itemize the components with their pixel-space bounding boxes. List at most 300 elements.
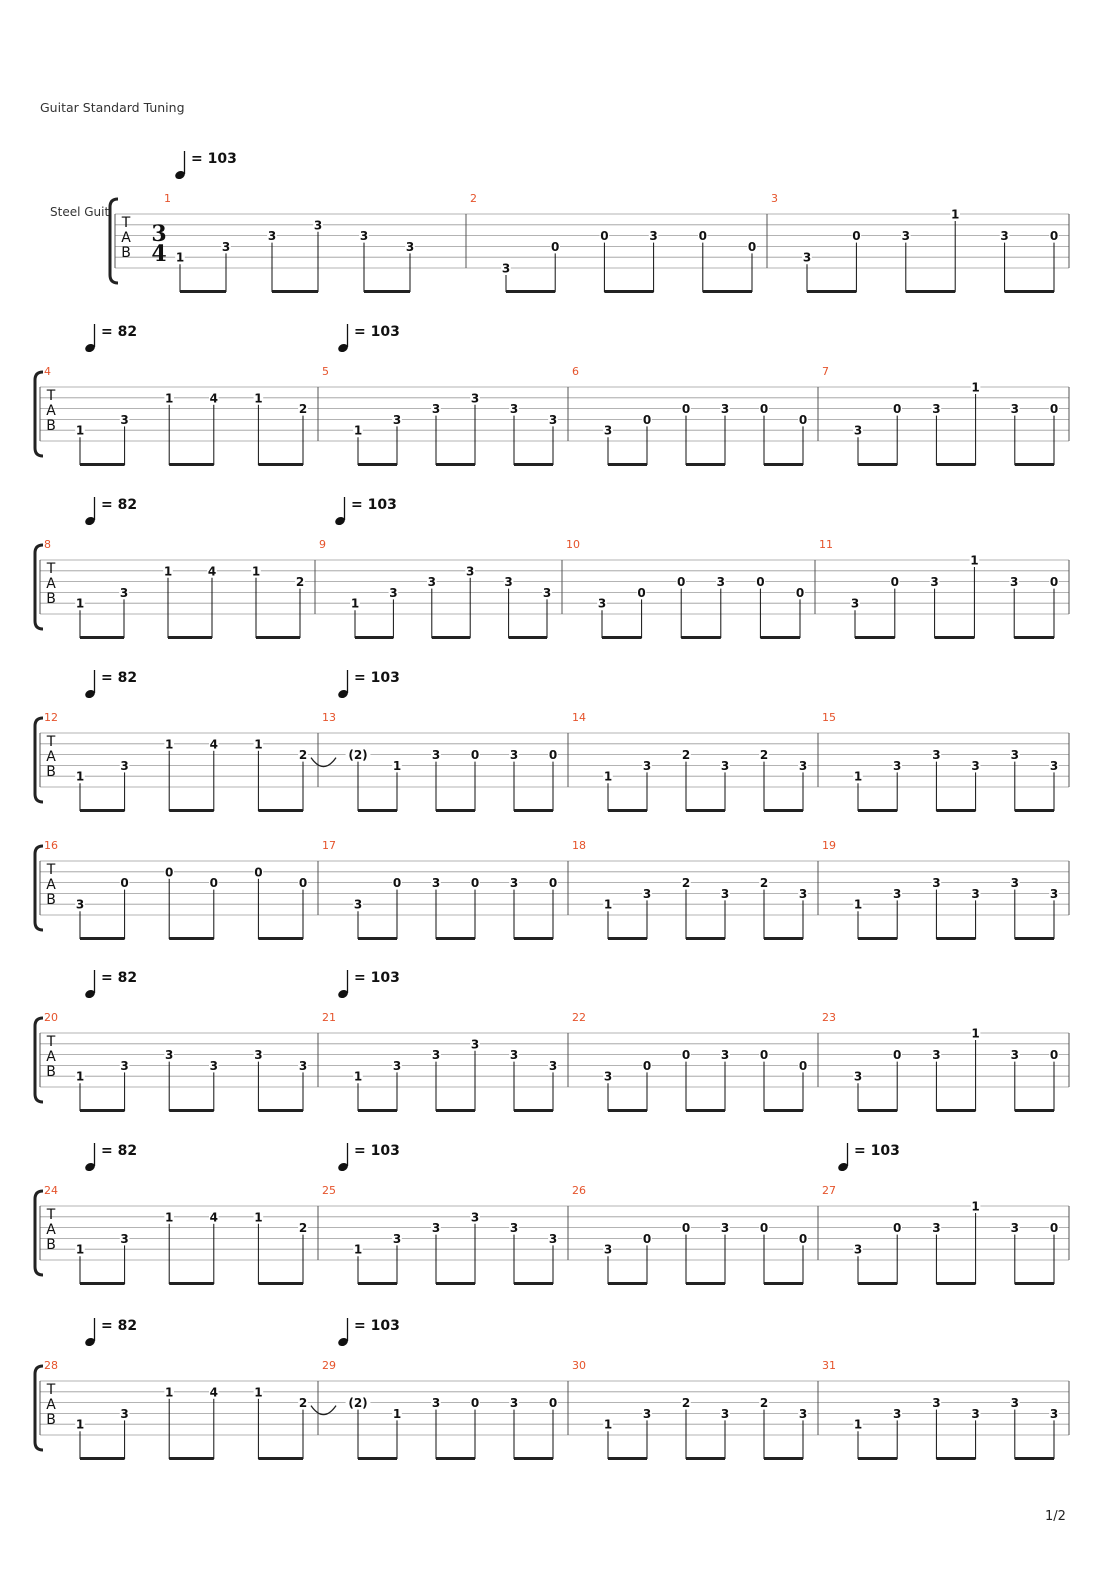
fret-number: 3 xyxy=(1010,1048,1019,1063)
eighth-note-beam xyxy=(858,1457,897,1460)
eighth-note-beam xyxy=(436,1282,475,1285)
fret-number: 0 xyxy=(1049,402,1059,417)
system-bracket xyxy=(35,1366,43,1450)
fret-number: 0 xyxy=(470,1396,480,1411)
fret-number: 3 xyxy=(850,596,860,611)
tuning-label: Guitar Standard Tuning xyxy=(40,100,185,115)
fret-number: 2 xyxy=(298,1396,308,1411)
fret-number: 0 xyxy=(120,876,129,891)
fret-number: 1 xyxy=(603,1417,613,1432)
eighth-note-beam xyxy=(272,290,318,293)
fret-number: 3 xyxy=(509,1048,519,1063)
fret-number: 3 xyxy=(405,239,415,254)
tab-clef-letter: T xyxy=(121,215,131,231)
fret-number: 3 xyxy=(431,876,441,891)
eighth-note-beam xyxy=(858,1109,897,1112)
fret-number: 3 xyxy=(802,250,812,265)
measure-number: 24 xyxy=(44,1184,58,1197)
fret-number: 1 xyxy=(75,1242,85,1257)
eighth-note-beam xyxy=(1015,1109,1054,1112)
fret-number: 0 xyxy=(795,585,805,600)
fret-number: 3 xyxy=(642,758,652,773)
fret-number: 1 xyxy=(603,769,613,784)
fret-number: 3 xyxy=(509,1221,519,1236)
fret-number: 1 xyxy=(971,1026,980,1041)
tab-clef-letter: T xyxy=(46,1382,56,1398)
fret-number: 1 xyxy=(971,1199,980,1214)
fret-number: 2 xyxy=(759,748,769,763)
fret-number: 0 xyxy=(165,865,174,880)
fret-number: 3 xyxy=(720,1048,730,1063)
fret-number: 3 xyxy=(75,897,85,912)
eighth-note-beam xyxy=(936,1109,975,1112)
eighth-note-beam xyxy=(432,636,470,639)
measure-number: 28 xyxy=(44,1359,58,1372)
eighth-note-beam xyxy=(1014,636,1054,639)
fret-number: 0 xyxy=(392,876,402,891)
instrument-name: Steel Guit xyxy=(50,205,110,219)
eighth-note-beam xyxy=(358,1282,397,1285)
fret-number: 0 xyxy=(548,1396,558,1411)
fret-number: 3 xyxy=(1049,886,1059,901)
fret-number: 2 xyxy=(681,876,691,891)
tab-clef-letter: A xyxy=(46,576,56,592)
eighth-note-beam xyxy=(608,809,647,812)
fret-number: 3 xyxy=(893,758,902,773)
fret-number: 1 xyxy=(971,380,980,395)
eighth-note-beam xyxy=(764,809,803,812)
fret-number: 2 xyxy=(298,402,308,417)
fret-number: 2 xyxy=(298,748,308,763)
eighth-note-beam xyxy=(858,1282,897,1285)
fret-number: 1 xyxy=(853,897,863,912)
measure-number: 15 xyxy=(822,711,836,724)
fret-number: 0 xyxy=(642,1058,652,1073)
fret-number: 3 xyxy=(431,1221,441,1236)
measure-number: 17 xyxy=(322,839,336,852)
fret-number: 3 xyxy=(932,1396,941,1411)
tab-clef-letter: T xyxy=(46,388,56,404)
fret-number: 3 xyxy=(470,1037,480,1052)
eighth-note-beam xyxy=(760,636,800,639)
eighth-note-beam xyxy=(858,937,897,940)
eighth-note-beam xyxy=(608,1109,647,1112)
fret-number: 0 xyxy=(1049,575,1059,590)
fret-number: 3 xyxy=(971,1406,980,1421)
eighth-note-beam xyxy=(436,1457,475,1460)
fret-number: 0 xyxy=(798,1231,808,1246)
measure-number: 31 xyxy=(822,1359,836,1372)
fret-number: 0 xyxy=(637,585,646,600)
tab-clef-letter: T xyxy=(46,734,56,750)
tab-clef-letter: B xyxy=(46,764,56,780)
fret-number: 1 xyxy=(165,391,174,406)
fret-number: 0 xyxy=(759,1221,769,1236)
measure-number: 20 xyxy=(44,1011,58,1024)
fret-number: 3 xyxy=(1010,1396,1019,1411)
fret-number: 0 xyxy=(1049,229,1059,244)
eighth-note-beam xyxy=(1015,809,1054,812)
fret-number: 1 xyxy=(75,769,85,784)
fret-number: 1 xyxy=(951,207,960,222)
eighth-note-beam xyxy=(936,1457,975,1460)
fret-number: 4 xyxy=(209,391,218,406)
fret-number: 1 xyxy=(350,596,360,611)
fret-number: 1 xyxy=(165,1385,174,1400)
fret-number: 3 xyxy=(720,1406,730,1421)
fret-number: 3 xyxy=(209,1058,218,1073)
eighth-note-beam xyxy=(80,809,125,812)
eighth-note-beam xyxy=(514,463,553,466)
eighth-note-beam xyxy=(608,463,647,466)
fret-number: 0 xyxy=(1049,1221,1059,1236)
fret-number: 3 xyxy=(120,1058,129,1073)
eighth-note-beam xyxy=(514,1282,553,1285)
system-bracket xyxy=(35,1018,43,1102)
eighth-note-beam xyxy=(936,937,975,940)
measure-number: 30 xyxy=(572,1359,586,1372)
fret-number: 0 xyxy=(1049,1048,1059,1063)
fret-number: 3 xyxy=(971,758,980,773)
fret-number: 0 xyxy=(470,876,480,891)
fret-number: 1 xyxy=(75,596,85,611)
fret-number: 3 xyxy=(431,402,441,417)
eighth-note-beam xyxy=(358,1457,397,1460)
fret-number: 0 xyxy=(890,575,899,590)
measure-number: 8 xyxy=(44,538,51,551)
fret-number: 3 xyxy=(798,758,808,773)
fret-number: 0 xyxy=(798,1058,808,1073)
tab-clef-letter: A xyxy=(46,1397,56,1413)
fret-number: 3 xyxy=(509,402,519,417)
fret-number: 1 xyxy=(75,423,85,438)
fret-number: 3 xyxy=(932,1048,941,1063)
fret-number: 3 xyxy=(119,585,129,600)
tempo-marking: = 103 xyxy=(191,151,237,167)
tab-clef-letter: B xyxy=(46,418,56,434)
eighth-note-beam xyxy=(764,937,803,940)
page-number: 1/2 xyxy=(1045,1509,1066,1524)
fret-number: 2 xyxy=(295,575,305,590)
fret-number: 2 xyxy=(298,1221,308,1236)
fret-number: 0 xyxy=(893,1221,902,1236)
fret-number: 3 xyxy=(1010,1221,1019,1236)
eighth-note-beam xyxy=(936,1282,975,1285)
fret-number: 1 xyxy=(254,737,263,752)
eighth-note-beam xyxy=(436,937,475,940)
measure-number: 10 xyxy=(566,538,580,551)
fret-number: 0 xyxy=(681,402,691,417)
tab-clef-letter: A xyxy=(121,230,131,246)
tempo-marking: = 82 xyxy=(101,970,138,986)
fret-number: 3 xyxy=(853,423,863,438)
fret-number: 0 xyxy=(852,229,861,244)
eighth-note-beam xyxy=(258,937,303,940)
eighth-note-beam xyxy=(180,290,226,293)
eighth-note-beam xyxy=(436,809,475,812)
measure-number: 1 xyxy=(164,192,171,205)
fret-number: 0 xyxy=(642,412,652,427)
measure-number: 23 xyxy=(822,1011,836,1024)
system-bracket xyxy=(35,545,43,629)
fret-number: 3 xyxy=(120,1406,129,1421)
eighth-note-beam xyxy=(1005,290,1054,293)
fret-number: 1 xyxy=(163,564,173,579)
fret-number: 3 xyxy=(470,1210,480,1225)
eighth-note-beam xyxy=(258,809,303,812)
tab-clef-letter: T xyxy=(46,1207,56,1223)
fret-number: 3 xyxy=(932,1221,941,1236)
eighth-note-beam xyxy=(436,1109,475,1112)
tab-clef-letter: T xyxy=(46,1034,56,1050)
fret-number: 3 xyxy=(254,1048,263,1063)
fret-number: 2 xyxy=(681,1396,691,1411)
measure-number: 14 xyxy=(572,711,586,724)
fret-number: 3 xyxy=(1010,402,1019,417)
fret-number: 3 xyxy=(1010,575,1019,590)
eighth-note-beam xyxy=(80,636,124,639)
fret-number: 3 xyxy=(120,1231,129,1246)
fret-number: 1 xyxy=(165,1210,174,1225)
fret-number: 3 xyxy=(431,748,441,763)
measure-number: 13 xyxy=(322,711,336,724)
fret-number: 0 xyxy=(747,239,757,254)
system-bracket xyxy=(110,199,118,283)
tab-clef-letter: A xyxy=(46,403,56,419)
fret-number: 1 xyxy=(251,564,261,579)
fret-number: 0 xyxy=(548,876,558,891)
fret-number: 0 xyxy=(254,865,263,880)
fret-number: 3 xyxy=(1000,229,1009,244)
fret-number: 3 xyxy=(603,1069,613,1084)
system-bracket xyxy=(35,846,43,930)
time-signature-denominator: 4 xyxy=(151,241,167,267)
tempo-marking: = 103 xyxy=(351,497,397,513)
fret-number: 3 xyxy=(120,758,129,773)
tab-clef-letter: T xyxy=(46,561,56,577)
eighth-note-beam xyxy=(1015,1457,1054,1460)
fret-number: 0 xyxy=(698,229,707,244)
eighth-note-beam xyxy=(807,290,856,293)
fret-number: 3 xyxy=(298,1058,308,1073)
fret-number: 0 xyxy=(893,402,902,417)
fret-number: 1 xyxy=(853,769,863,784)
fret-number: 3 xyxy=(221,239,231,254)
fret-number: 3 xyxy=(720,1221,730,1236)
fret-number: 1 xyxy=(603,897,613,912)
fret-number: 3 xyxy=(353,897,363,912)
fret-number: 3 xyxy=(431,1396,441,1411)
eighth-note-beam xyxy=(506,290,555,293)
tab-clef-letter: A xyxy=(46,877,56,893)
eighth-note-beam xyxy=(80,463,125,466)
fret-number: 3 xyxy=(932,748,941,763)
eighth-note-beam xyxy=(169,1109,214,1112)
fret-number: 0 xyxy=(298,876,308,891)
fret-number: (2) xyxy=(348,1396,368,1411)
eighth-note-beam xyxy=(258,1282,303,1285)
measure-number: 25 xyxy=(322,1184,336,1197)
tab-clef-letter: A xyxy=(46,1049,56,1065)
time-signature-numerator: 3 xyxy=(151,221,167,247)
eighth-note-beam xyxy=(936,809,975,812)
measure-number: 12 xyxy=(44,711,58,724)
fret-number: 3 xyxy=(313,218,323,233)
fret-number: 3 xyxy=(1010,876,1019,891)
eighth-note-beam xyxy=(509,636,547,639)
fret-number: 4 xyxy=(209,1385,218,1400)
fret-number: 0 xyxy=(470,748,480,763)
tempo-marking: = 103 xyxy=(354,1143,400,1159)
tab-clef-letter: B xyxy=(46,892,56,908)
measure-number: 18 xyxy=(572,839,586,852)
fret-number: 3 xyxy=(548,412,558,427)
fret-number: 3 xyxy=(597,596,607,611)
eighth-note-beam xyxy=(858,463,897,466)
eighth-note-beam xyxy=(358,809,397,812)
system-bracket xyxy=(35,718,43,802)
measure-number: 3 xyxy=(771,192,778,205)
fret-number: 3 xyxy=(603,423,613,438)
eighth-note-beam xyxy=(764,1109,803,1112)
fret-number: 3 xyxy=(1010,748,1019,763)
fret-number: 0 xyxy=(681,1221,691,1236)
fret-number: 0 xyxy=(681,1048,691,1063)
measure-number: 29 xyxy=(322,1359,336,1372)
fret-number: 3 xyxy=(359,229,369,244)
eighth-note-beam xyxy=(906,290,955,293)
measure-number: 22 xyxy=(572,1011,586,1024)
eighth-note-beam xyxy=(855,636,895,639)
eighth-note-beam xyxy=(358,463,397,466)
fret-number: 3 xyxy=(165,1048,174,1063)
fret-number: 3 xyxy=(932,876,941,891)
eighth-note-beam xyxy=(514,937,553,940)
fret-number: 3 xyxy=(932,402,941,417)
tab-clef-letter: A xyxy=(46,1222,56,1238)
fret-number: 3 xyxy=(853,1242,863,1257)
fret-number: 1 xyxy=(353,423,363,438)
fret-number: 1 xyxy=(254,1385,263,1400)
eighth-note-beam xyxy=(936,463,975,466)
fret-number: 3 xyxy=(930,575,939,590)
fret-number: 3 xyxy=(542,585,552,600)
fret-number: 3 xyxy=(548,1231,558,1246)
eighth-note-beam xyxy=(364,290,410,293)
fret-number: 1 xyxy=(254,391,263,406)
fret-number: 1 xyxy=(75,1417,85,1432)
system-bracket xyxy=(35,372,43,456)
eighth-note-beam xyxy=(168,636,212,639)
fret-number: 3 xyxy=(548,1058,558,1073)
fret-number: 1 xyxy=(175,250,185,265)
fret-number: 3 xyxy=(466,564,475,579)
eighth-note-beam xyxy=(258,463,303,466)
fret-number: 3 xyxy=(504,575,513,590)
eighth-note-beam xyxy=(514,1109,553,1112)
tempo-marking: = 103 xyxy=(354,970,400,986)
measure-number: 4 xyxy=(44,365,51,378)
fret-number: 4 xyxy=(209,1210,218,1225)
measure-number: 19 xyxy=(822,839,836,852)
eighth-note-beam xyxy=(608,1282,647,1285)
eighth-note-beam xyxy=(686,937,725,940)
eighth-note-beam xyxy=(686,809,725,812)
fret-number: 0 xyxy=(759,1048,769,1063)
fret-number: 3 xyxy=(509,1396,519,1411)
tab-clef-letter: B xyxy=(46,1412,56,1428)
fret-number: 1 xyxy=(970,553,979,568)
fret-number: 1 xyxy=(75,1069,85,1084)
eighth-note-beam xyxy=(80,1109,125,1112)
eighth-note-beam xyxy=(681,636,721,639)
eighth-note-beam xyxy=(169,1282,214,1285)
fret-number: 4 xyxy=(209,737,218,752)
tab-clef-letter: A xyxy=(46,749,56,765)
eighth-note-beam xyxy=(858,809,897,812)
fret-number: 3 xyxy=(470,391,480,406)
tempo-marking: = 82 xyxy=(101,1318,138,1334)
measure-number: 21 xyxy=(322,1011,336,1024)
eighth-note-beam xyxy=(608,1457,647,1460)
eighth-note-beam xyxy=(935,636,975,639)
tempo-marking: = 103 xyxy=(854,1143,900,1159)
eighth-note-beam xyxy=(258,1109,303,1112)
measure-number: 9 xyxy=(319,538,326,551)
fret-number: 3 xyxy=(267,229,277,244)
eighth-note-beam xyxy=(602,636,642,639)
fret-number: 0 xyxy=(798,412,808,427)
tempo-marking: = 103 xyxy=(354,1318,400,1334)
tempo-marking: = 103 xyxy=(354,670,400,686)
system-bracket xyxy=(35,1191,43,1275)
fret-number: 3 xyxy=(649,229,658,244)
eighth-note-beam xyxy=(686,1457,725,1460)
fret-number: 0 xyxy=(642,1231,652,1246)
fret-number: 1 xyxy=(392,758,402,773)
eighth-note-beam xyxy=(764,1282,803,1285)
fret-number: 3 xyxy=(716,575,725,590)
tab-clef-letter: B xyxy=(46,591,56,607)
tab-clef-letter: T xyxy=(46,862,56,878)
fret-number: 3 xyxy=(720,758,730,773)
eighth-note-beam xyxy=(1015,1282,1054,1285)
fret-number: 3 xyxy=(798,886,808,901)
fret-number: 0 xyxy=(548,748,558,763)
tempo-marking: = 82 xyxy=(101,324,138,340)
fret-number: 3 xyxy=(642,1406,652,1421)
eighth-note-beam xyxy=(1015,463,1054,466)
eighth-note-beam xyxy=(80,1457,125,1460)
fret-number: 0 xyxy=(600,229,609,244)
eighth-note-beam xyxy=(514,809,553,812)
fret-number: 2 xyxy=(759,876,769,891)
fret-number: 3 xyxy=(853,1069,863,1084)
fret-number: 3 xyxy=(431,1048,441,1063)
eighth-note-beam xyxy=(764,1457,803,1460)
eighth-note-beam xyxy=(256,636,300,639)
eighth-note-beam xyxy=(169,463,214,466)
eighth-note-beam xyxy=(703,290,752,293)
tab-clef-letter: B xyxy=(121,245,131,261)
eighth-note-beam xyxy=(604,290,653,293)
fret-number: 3 xyxy=(893,1406,902,1421)
tempo-marking: = 82 xyxy=(101,497,138,513)
fret-number: 1 xyxy=(254,1210,263,1225)
fret-number: 3 xyxy=(720,402,730,417)
fret-number: 3 xyxy=(720,886,730,901)
measure-number: 27 xyxy=(822,1184,836,1197)
